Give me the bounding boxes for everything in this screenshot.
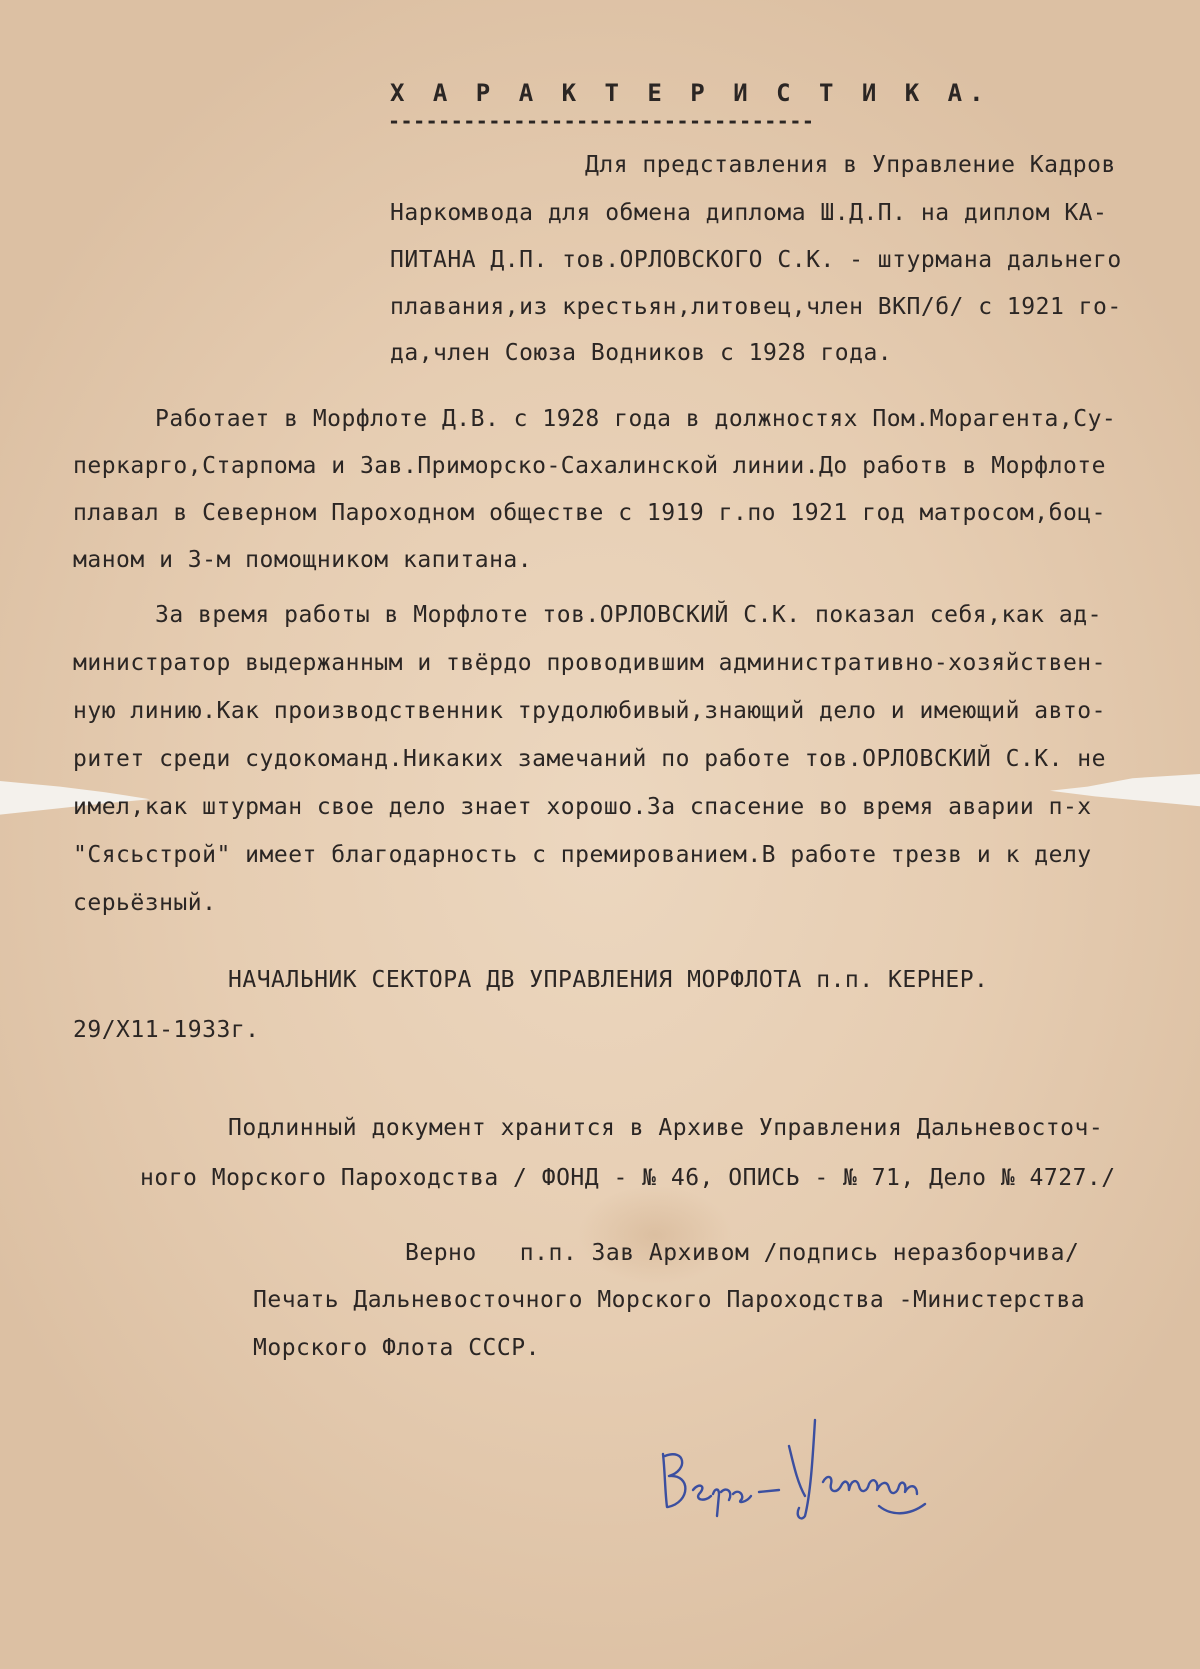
paragraph2-line-1: За время работы в Морфлоте тов.ОРЛОВСКИЙ С.К. показал себя,как ад- (155, 602, 1102, 628)
paragraph1-line-4: маном и 3-м помощником капитана. (73, 547, 533, 573)
document-date: 29/Х11-1933г. (73, 1017, 260, 1043)
certification-line-1: Верно п.п. Зав Архивом /подпись неразборчива/ (405, 1240, 1080, 1266)
paragraph2-line-3: ную линию.Как производственник трудолюбивый,знающий дело и имеющий авто- (73, 698, 1106, 724)
paragraph2-line-2: министратор выдержанным и твёрдо проводившим административно-хозяйствен- (73, 650, 1106, 676)
archive-line-2: ного Морского Пароходства / ФОНД - № 46, ОПИСЬ - № 71, Дело № 4727./ (140, 1165, 1116, 1191)
intro-line-5: да,член Союза Водников с 1928 года. (390, 340, 893, 366)
paragraph2-line-4: ритет среди судокоманд.Никаких замечаний по работе тов.ОРЛОВСКИЙ С.К. не (73, 746, 1106, 772)
intro-line-4: плавания,из крестьян,литовец,член ВКП/б/ с 1921 го- (390, 294, 1122, 320)
paragraph1-line-3: плавал в Северном Пароходном обществе с 1919 г.по 1921 год матросом,боц- (73, 500, 1106, 526)
certification-line-3: Морского Флота СССР. (253, 1335, 540, 1361)
intro-line-2: Наркомвода для обмена диплома Ш.Д.П. на диплом КА- (390, 200, 1108, 226)
title-underline: ---------------------------------- (388, 109, 815, 133)
handwritten-signature (655, 1412, 935, 1522)
intro-line-1: Для представления в Управление Кадров (585, 152, 1116, 178)
certification-line-2: Печать Дальневосточного Морского Пароходства -Министерства (253, 1287, 1086, 1313)
paragraph1-line-2: перкарго,Старпома и Зав.Приморско-Сахалинской линии.До работв в Морфлоте (73, 453, 1106, 479)
signatory-line: НАЧАЛЬНИК СЕКТОРА ДВ УПРАВЛЕНИЯ МОРФЛОТА п.п. КЕРНЕР. (228, 967, 989, 993)
paragraph1-line-1: Работает в Морфлоте Д.В. с 1928 года в должностях Пом.Морагента,Су- (155, 406, 1117, 432)
document-title: Х А Р А К Т Е Р И С Т И К А. (390, 79, 991, 107)
paragraph2-line-5: имел,как штурман свое дело знает хорошо.За спасение во время аварии п-х (73, 794, 1092, 820)
intro-line-3: ПИТАНА Д.П. тов.ОРЛОВСКОГО С.К. - штурмана дальнего (390, 247, 1122, 273)
archive-line-1: Подлинный документ хранится в Архиве Управления Дальневосточ- (228, 1115, 1104, 1141)
paragraph2-line-6: "Сясьстрой" имеет благодарность с премированием.В работе трезв и к делу (73, 842, 1092, 868)
paragraph2-line-7: серьёзный. (73, 890, 217, 916)
